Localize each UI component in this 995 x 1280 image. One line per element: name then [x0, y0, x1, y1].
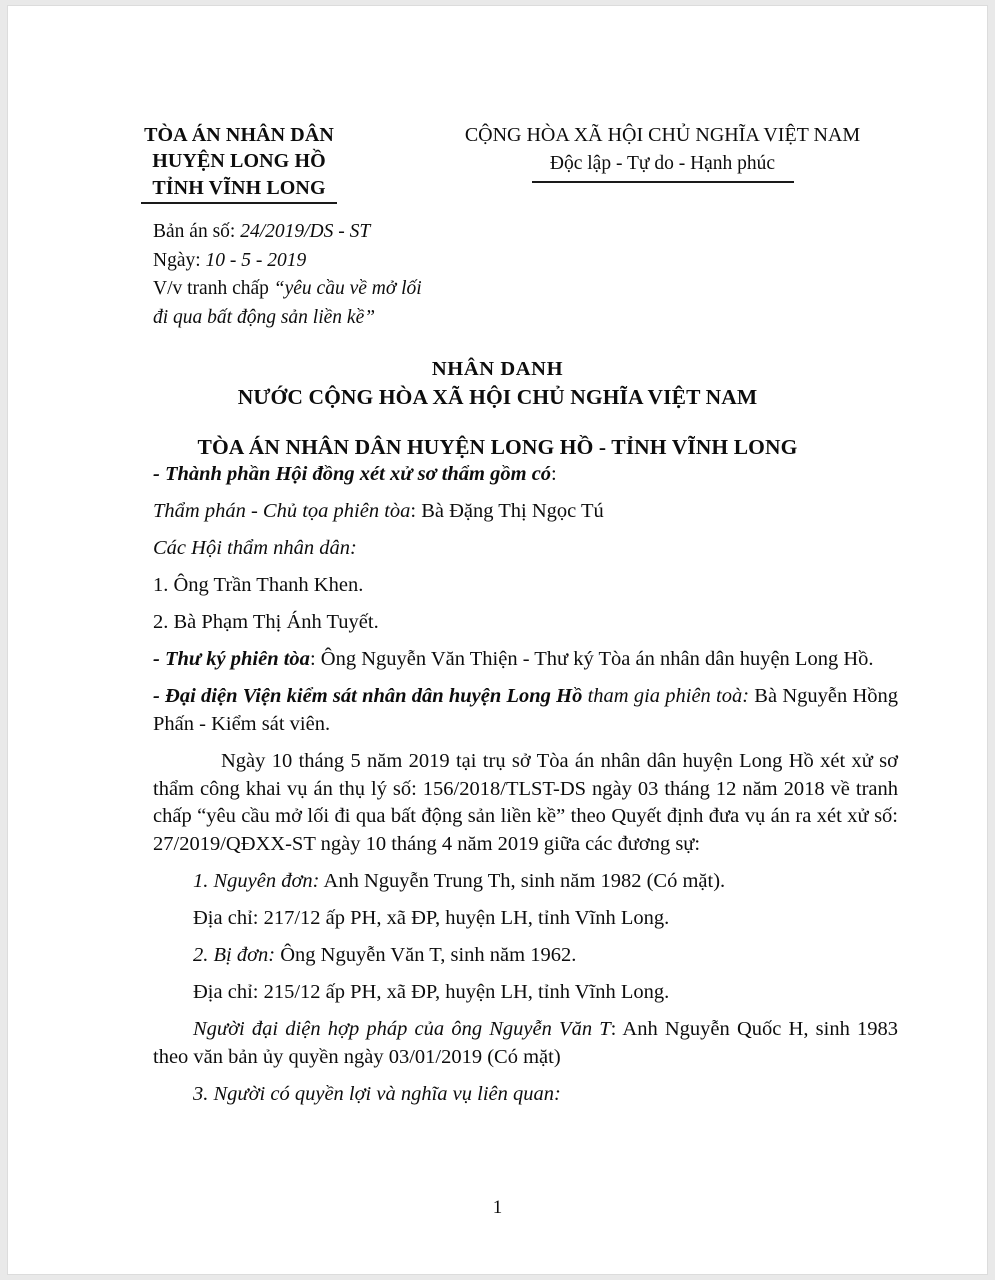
- assessor-item-1: 1. Ông Trần Thanh Khen.: [153, 574, 364, 597]
- case-subject-line-1: [153, 275, 573, 304]
- panel-heading-bold: - Thành phần Hội đồng xét xử sơ thẩm gồm có: [153, 463, 552, 485]
- national-title: CỘNG HÒA XÃ HỘI CHỦ NGHĨA VIỆT NAM: [464, 124, 861, 146]
- defendant-line: [153, 942, 898, 970]
- presiding-judge-name: : Bà Đặng Thị Ngọc Tú: [410, 500, 604, 523]
- document-title-block: [8, 356, 987, 462]
- plaintiff-value: Anh Nguyễn Trung Th, sinh năm 1982 (Có mặt).: [319, 869, 726, 892]
- prosecutor-label: - Đại diện Viện kiểm sát nhân dân huyện Long Hồ: [153, 685, 583, 708]
- court-clerk-value: : Ông Nguyễn Văn Thiện - Thư ký Tòa án nhân dân huyện Long Hồ.: [309, 648, 874, 671]
- prosecutor-line: [153, 683, 898, 738]
- judgment-date-value: 10 - 5 - 2019: [205, 249, 307, 271]
- judgment-date-label: Ngày:: [153, 249, 206, 271]
- court-judgment-document: [8, 6, 987, 1274]
- prosecutor-participation: tham gia phiên toà:: [582, 685, 750, 708]
- case-subject-value-part-1: “yêu cầu về mở lối: [273, 278, 422, 300]
- court-clerk-label: - Thư ký phiên tòa: [153, 648, 310, 671]
- judgment-date-line: [153, 247, 573, 276]
- title-court-name: TÒA ÁN NHÂN DÂN HUYỆN LONG HỒ - TỈNH VĨNH LONG: [197, 435, 798, 460]
- presiding-judge-line: [153, 498, 898, 526]
- legal-representative-line: [153, 1016, 898, 1071]
- case-metadata-block: [153, 218, 573, 333]
- presiding-judge-role: Thẩm phán - Chủ tọa phiên tòa: [153, 500, 411, 523]
- panel-heading-tail: :: [551, 463, 557, 485]
- defendant-label: 2. Bị đơn:: [193, 943, 276, 966]
- court-name-line-3: TỈNH VĨNH LONG: [152, 176, 326, 199]
- assessor-item-2: 2. Bà Phạm Thị Ánh Tuyết.: [153, 611, 379, 634]
- case-subject-line-2: đi qua bất động sản liền kề”: [153, 306, 376, 328]
- judgment-number-line: [153, 218, 573, 247]
- plaintiff-line: [153, 868, 898, 896]
- scanned-page: [8, 6, 987, 1274]
- defendant-value: Ông Nguyễn Văn T, sinh năm 1962.: [275, 943, 577, 966]
- defendant-address: Địa chỉ: 215/12 ấp PH, xã ĐP, huyện LH, tỉnh Vĩnh Long.: [193, 980, 670, 1003]
- national-motto-underline: [532, 181, 794, 183]
- hearing-paragraph: Ngày 10 tháng 5 năm 2019 tại trụ sở Tòa án nhân dân huyện Long Hồ xét xử sơ thẩm công khai vụ án thụ lý số: 156/2018/TLST-DS ngày 03 tháng 12 năm 2018 về tranh chấp “yêu cầu mở lối đi qua bất động sản liền kề” theo Quyết định đưa vụ án ra xét xử số: 27/2019/QĐXX-ST ngày 10 tháng 4 năm 2019 giữa các đương sự:: [153, 750, 898, 855]
- judgment-number-value: 24/2019/DS - ST: [240, 221, 371, 242]
- title-republic-name: NƯỚC CỘNG HÒA XÃ HỘI CHỦ NGHĨA VIỆT NAM: [237, 385, 758, 410]
- plaintiff-address: Địa chỉ: 217/12 ấp PH, xã ĐP, huyện LH, tỉnh Vĩnh Long.: [193, 906, 670, 929]
- legal-representative-value: : Anh Nguyễn Quốc H, sinh 1983 theo văn bản ủy quyền ngày 03/01/2019 (Có mặt): [153, 1018, 898, 1068]
- court-clerk-line: [153, 646, 898, 674]
- national-motto: Độc lập - Tự do - Hạnh phúc: [549, 153, 776, 174]
- assessors-heading: Các Hội thẩm nhân dân:: [153, 537, 357, 560]
- court-name-line-2: HUYỆN LONG HỒ: [152, 150, 326, 173]
- plaintiff-label: 1. Nguyên đơn:: [193, 869, 320, 892]
- page-number: 1: [492, 1197, 503, 1218]
- legal-representative-label: Người đại diện hợp pháp của ông Nguyễn Văn T: [193, 1018, 611, 1040]
- case-subject-label: V/v tranh chấp: [153, 278, 274, 300]
- panel-heading: [153, 461, 898, 489]
- judgment-number-label: Bản án số:: [153, 221, 241, 242]
- related-parties-heading: 3. Người có quyền lợi và nghĩa vụ liên quan:: [193, 1082, 561, 1105]
- title-in-the-name-of: NHÂN DANH: [431, 358, 564, 380]
- document-masthead: [8, 122, 987, 204]
- prosecutor-value: Bà Nguyễn Hồng Phấn - Kiểm sát viên.: [153, 685, 899, 735]
- national-heading-block: [408, 122, 987, 183]
- court-block-underline: [141, 202, 337, 204]
- document-body: [153, 461, 898, 1108]
- court-name-line-1: TÒA ÁN NHÂN DÂN: [144, 124, 334, 146]
- issuing-court-block: [8, 122, 408, 204]
